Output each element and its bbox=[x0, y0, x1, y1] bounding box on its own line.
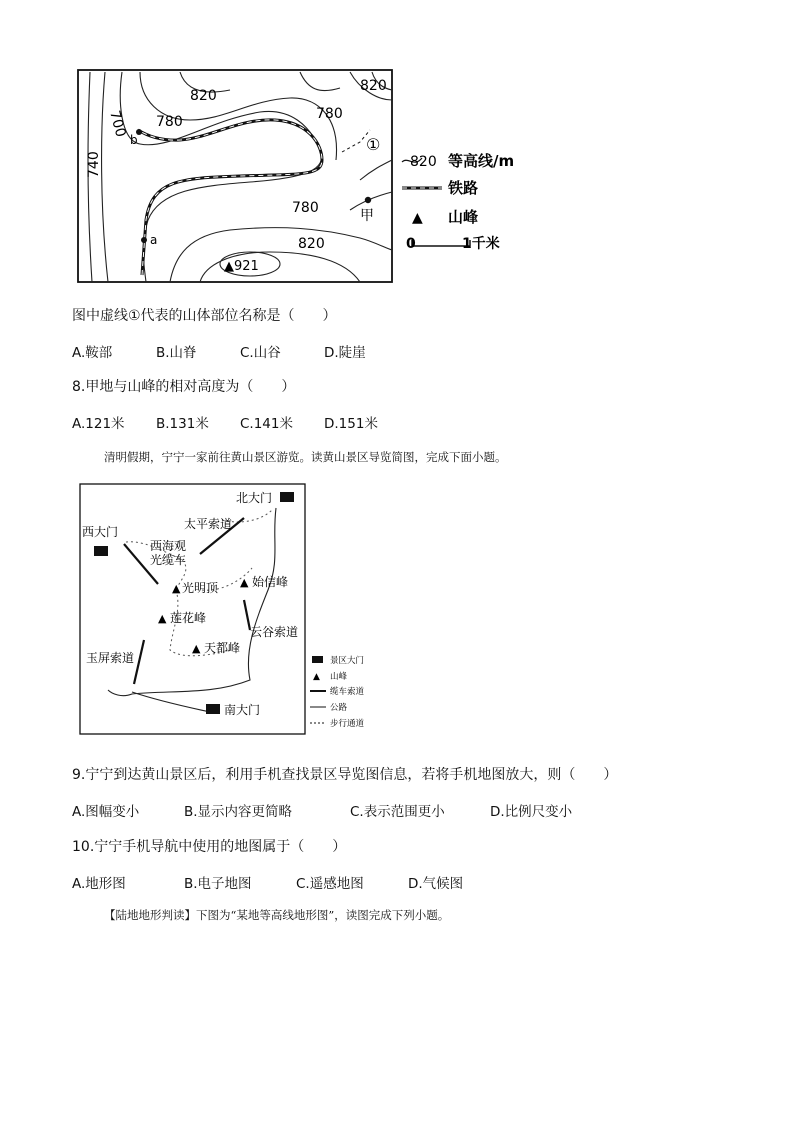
contour-label-740: 740 bbox=[86, 151, 102, 178]
q10-option-a[interactable]: A.地形图 bbox=[72, 876, 126, 892]
contour-label-780-right: 780 bbox=[316, 106, 343, 122]
label-west-gate: 西大门 bbox=[82, 525, 119, 539]
map1-legend bbox=[402, 152, 514, 252]
q8-option-b[interactable]: B.131米 bbox=[156, 416, 209, 432]
intro-huangshan: 清明假期，宁宁一家前往黄山景区游览。读黄山景区导览简图，完成下面小题。 bbox=[104, 450, 507, 464]
legend-cable: 缆车索道 bbox=[330, 687, 365, 697]
legend-trail: 步行通道 bbox=[330, 719, 365, 729]
legend-gate-icon bbox=[312, 656, 323, 663]
label-yungu: 云谷索道 bbox=[250, 625, 299, 639]
tiandu-peak-icon: ▲ bbox=[192, 642, 201, 655]
q8-option-a[interactable]: A.121米 bbox=[72, 416, 125, 432]
peak-label: ▲921 bbox=[224, 259, 259, 274]
q7-option-a[interactable]: A.鞍部 bbox=[72, 345, 113, 361]
legend-road: 公路 bbox=[330, 703, 348, 713]
q9-option-d[interactable]: D.比例尺变小 bbox=[490, 804, 573, 820]
contour-map bbox=[60, 60, 540, 290]
point-jia-dot bbox=[365, 197, 371, 203]
point-a-label: a bbox=[150, 233, 158, 247]
road-south bbox=[132, 692, 210, 712]
lianhua-peak-icon: ▲ bbox=[158, 612, 167, 625]
q7-option-c[interactable]: C.山谷 bbox=[240, 345, 281, 361]
q8-option-c[interactable]: C.141米 bbox=[240, 416, 293, 432]
south-gate-icon bbox=[206, 704, 220, 714]
legend-gate: 景区大门 bbox=[330, 656, 365, 666]
question-7: 图中虚线①代表的山体部位名称是（ ） bbox=[72, 308, 337, 324]
legend-contour-value: 820 bbox=[410, 154, 437, 170]
contour-label-700: 700 bbox=[106, 108, 129, 139]
contour-label-780-mid: 780 bbox=[292, 200, 319, 216]
label-shixin: 始信峰 bbox=[252, 575, 289, 589]
legend-peak-text: 山峰 bbox=[448, 208, 479, 226]
legend-contour-text: 等高线/m bbox=[448, 152, 515, 170]
contour-label-820-left: 820 bbox=[190, 88, 217, 104]
label-north-gate: 北大门 bbox=[236, 491, 273, 505]
railway bbox=[138, 120, 322, 275]
label-xihai: 西海观 bbox=[150, 539, 187, 553]
contour-label-820-bottom: 820 bbox=[298, 236, 325, 252]
q10-option-b[interactable]: B.电子地图 bbox=[184, 876, 252, 892]
guangming-peak-icon: ▲ bbox=[172, 582, 181, 595]
legend-scale-start: 0 bbox=[406, 236, 416, 252]
legend-railway-text: 铁路 bbox=[448, 179, 479, 197]
label-tiandu: 天都峰 bbox=[204, 641, 241, 655]
contour-label-820-top: 820 bbox=[360, 78, 387, 94]
label-south-gate: 南大门 bbox=[224, 703, 261, 717]
label-xihai-2: 光缆车 bbox=[150, 553, 187, 567]
label-lianhua: 莲花峰 bbox=[170, 611, 207, 625]
legend-peak-icon-2: ▲ bbox=[313, 672, 320, 682]
q8-option-d[interactable]: D.151米 bbox=[324, 416, 378, 432]
q9-option-c[interactable]: C.表示范围更小 bbox=[350, 804, 445, 820]
cableways bbox=[124, 518, 250, 684]
west-gate-icon bbox=[94, 546, 108, 556]
label-yuping: 玉屏索道 bbox=[86, 651, 135, 665]
legend-peak: 山峰 bbox=[330, 672, 348, 682]
q7-option-b[interactable]: B.山脊 bbox=[156, 345, 197, 361]
q7-option-d[interactable]: D.陡崖 bbox=[324, 345, 366, 361]
huangshan-map bbox=[72, 480, 382, 742]
point-a-dot bbox=[141, 237, 147, 243]
point-b-label: b bbox=[130, 133, 138, 147]
q10-option-d[interactable]: D.气候图 bbox=[408, 876, 464, 892]
question-8: 8.甲地与山峰的相对高度为（ ） bbox=[72, 379, 296, 395]
q10-option-c[interactable]: C.遥感地图 bbox=[296, 876, 364, 892]
question-9: 9.宁宁到达黄山景区后，利用手机查找景区导览图信息，若将手机地图放大，则（ ） bbox=[72, 767, 618, 783]
legend-scale-end: 1千米 bbox=[462, 236, 500, 252]
label-guangming: 光明顶 bbox=[182, 581, 219, 595]
contour-label-780-left: 780 bbox=[156, 114, 183, 130]
label-taiping: 太平索道 bbox=[184, 517, 233, 531]
north-gate-icon bbox=[280, 492, 294, 502]
q9-option-b[interactable]: B.显示内容更简略 bbox=[184, 804, 293, 820]
intro-terrain: 【陆地地形判读】下图为“某地等高线地形图”，读图完成下列小题。 bbox=[104, 908, 450, 922]
marker-1: ① bbox=[366, 135, 381, 154]
road bbox=[108, 508, 276, 696]
q9-option-a[interactable]: A.图幅变小 bbox=[72, 804, 140, 820]
legend-peak-icon: ▲ bbox=[412, 210, 423, 226]
question-10: 10.宁宁手机导航中使用的地图属于（ ） bbox=[72, 839, 347, 855]
point-jia-label: 甲 bbox=[360, 208, 374, 224]
map2-legend bbox=[310, 655, 365, 729]
shixin-peak-icon: ▲ bbox=[240, 576, 249, 589]
